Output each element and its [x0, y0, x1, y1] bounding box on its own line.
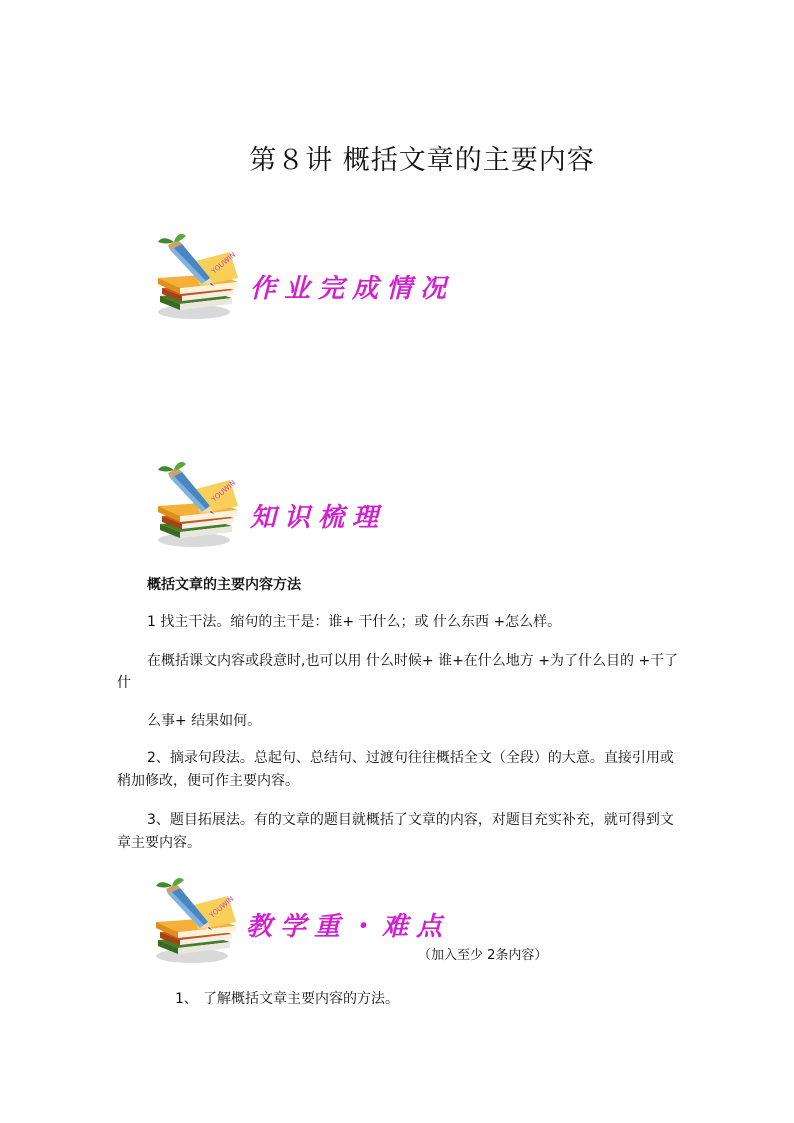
page-title: 第８讲 概括文章的主要内容 [249, 145, 595, 176]
section-title-homework: 作业完成情况 [250, 274, 455, 304]
pencil-books-icon [152, 462, 244, 552]
knowledge-p2-line3: 么事+ 结果如何。 [147, 713, 262, 729]
pencil-books-icon [152, 234, 244, 324]
key-point-item-text: 了解概括文章主要内容的方法。 [203, 991, 399, 1007]
pencil-books-icon [150, 878, 242, 968]
knowledge-p1: 1 找主干法。缩句的主干是：谁+ 干什么；或 什么东西 +怎么样。 [147, 614, 562, 630]
section-title-key-points: 教学重・难点 [246, 912, 451, 942]
knowledge-p4-line2: 章主要内容。 [117, 835, 201, 851]
knowledge-p2-line1: 在概括课文内容或段意时,也可以用 什么时候+ 谁+在什么地方 +为了什么目的 +干了 [147, 653, 679, 669]
knowledge-p4-line1: 3、题目拓展法。有的文章的题目就概括了文章的内容，对题目充实补充，就可得到文 [147, 812, 674, 828]
knowledge-p2-line2: 什 [117, 675, 131, 691]
knowledge-p3-line2: 稍加修改，便可作主要内容。 [117, 773, 299, 789]
key-point-item-number: 1、 [175, 991, 198, 1007]
key-points-note: （加入至少 2条内容） [418, 948, 548, 963]
knowledge-heading: 概括文章的主要内容方法 [147, 577, 301, 593]
section-title-knowledge: 知识梳理 [250, 503, 387, 533]
knowledge-p3-line1: 2、摘录句段法。总起句、总结句、过渡句往往概括全文（全段）的大意。直接引用或 [147, 750, 674, 766]
